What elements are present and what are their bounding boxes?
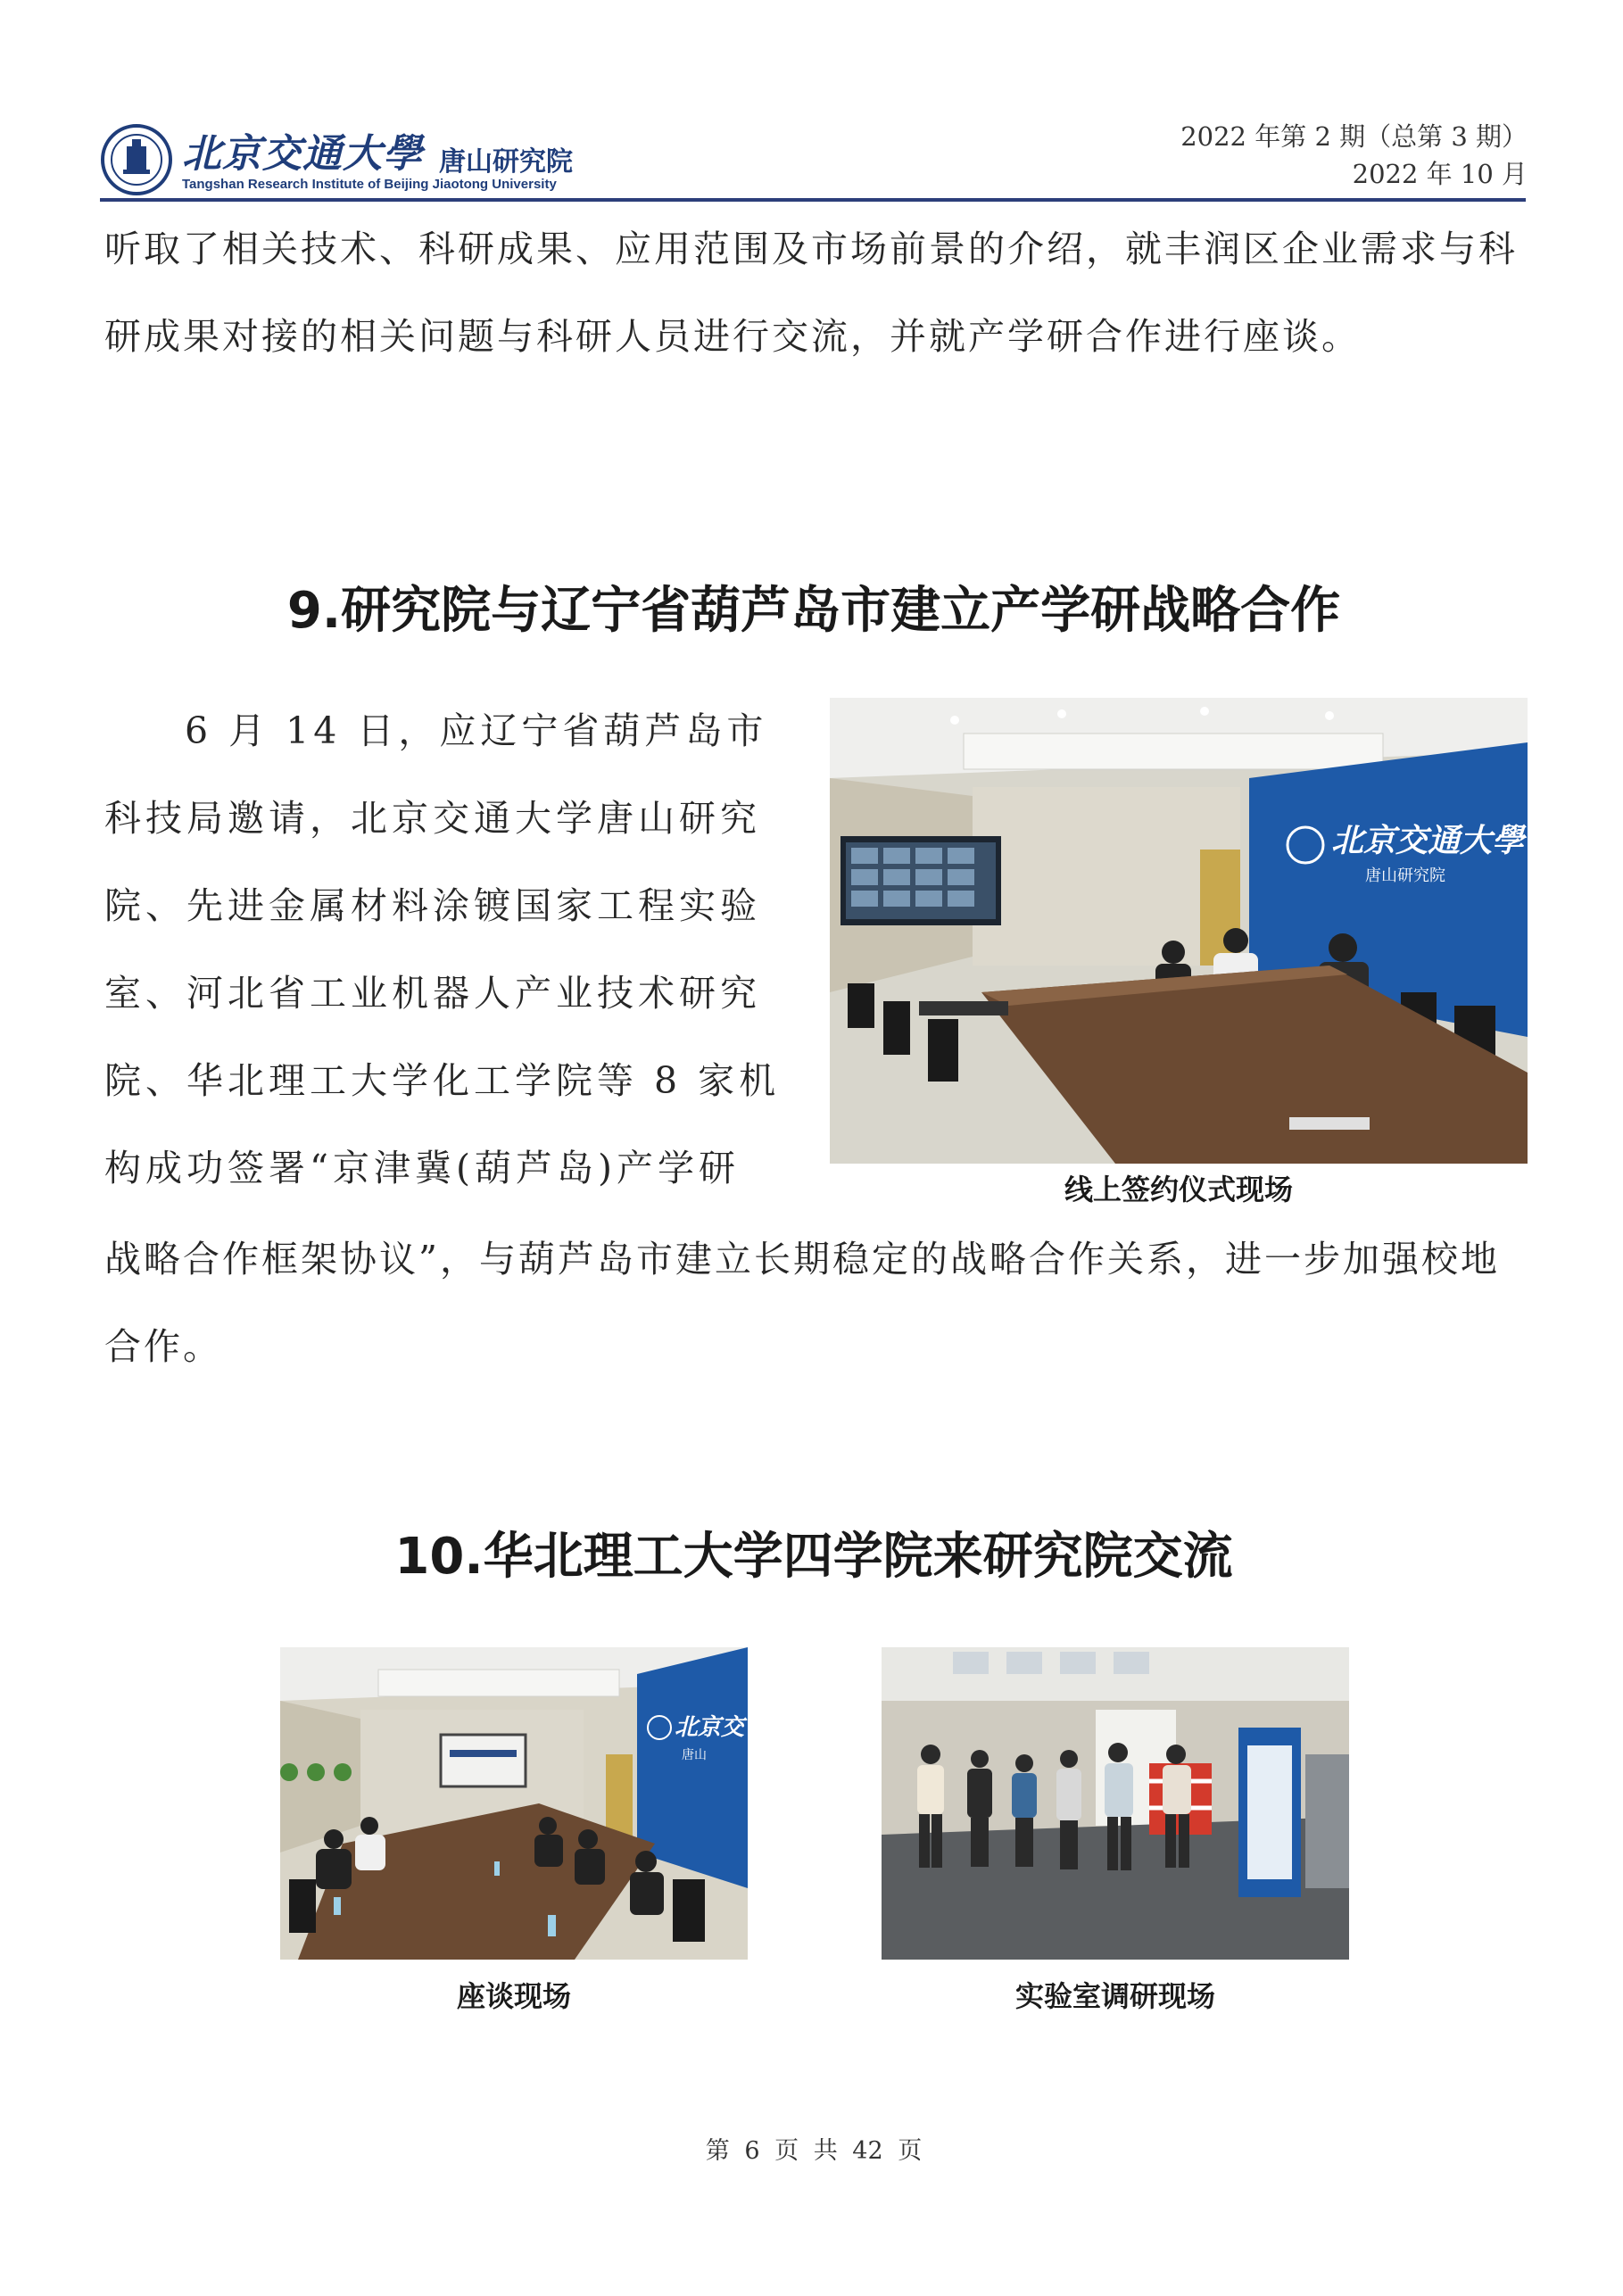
logo-wordmark-english: Tangshan Research Institute of Beijing Jiaotong University xyxy=(182,177,557,192)
section10-heading: 10.华北理工大学四学院来研究院交流 xyxy=(394,1528,1233,1586)
page-header xyxy=(100,114,1528,203)
section9-heading: 9.研究院与辽宁省葫芦岛市建立产学研战略合作 xyxy=(286,582,1341,640)
issue-date: 2022 年 10 月 xyxy=(1352,159,1528,189)
header-divider xyxy=(100,198,1526,202)
section9-paragraph-part1 xyxy=(104,687,800,1212)
wall-logo-text: 北京交通大學 xyxy=(1331,823,1525,859)
issue-info xyxy=(1180,118,1528,193)
section9-paragraph-part1-text: 6 月 14 日，应辽宁省葫芦岛市科技局邀请，北京交通大学唐山研究院、先进金属材料涂镀国家工程实验室、河北省工业机器人产业技术研究院、华北理工大学化工学院等 8 家机构成功签署“京津冀(葫芦岛)产学研 xyxy=(104,709,781,1189)
logo-institute-name: 唐山研究院 xyxy=(439,146,573,178)
wall-logo-subtext: 唐山研究院 xyxy=(1365,866,1445,885)
wall-logo-subtext: 唐山 xyxy=(682,1748,707,1762)
photo-meeting xyxy=(280,1647,748,1960)
wall-logo-text: 北京交 xyxy=(675,1714,745,1741)
issue-number: 2022 年第 2 期（总第 3 期） xyxy=(1180,121,1528,152)
photo-online-signing xyxy=(830,698,1528,1164)
section9-paragraph-part2: 战略合作框架协议”，与葫芦岛市建立长期稳定的战略合作关系，进一步加强校地合作。 xyxy=(104,1238,1500,1368)
photo-lab-visit xyxy=(882,1647,1349,1960)
page-number: 第 6 页 共 42 页 xyxy=(705,2137,923,2165)
university-seal-icon xyxy=(100,123,173,196)
section8-paragraph: 听取了相关技术、科研成果、应用范围及市场前景的介绍，就丰润区企业需求与科研成果对接的相关问题与科研人员进行交流，并就产学研合作进行座谈。 xyxy=(104,228,1518,358)
logo-wordmark-chinese: 北京交通大學 xyxy=(182,131,423,177)
photo-caption-meeting: 座谈现场 xyxy=(456,1979,571,2013)
photo-caption-online-signing: 线上签约仪式现场 xyxy=(1064,1173,1293,1206)
photo-caption-lab-visit: 实验室调研现场 xyxy=(1014,1979,1215,2013)
